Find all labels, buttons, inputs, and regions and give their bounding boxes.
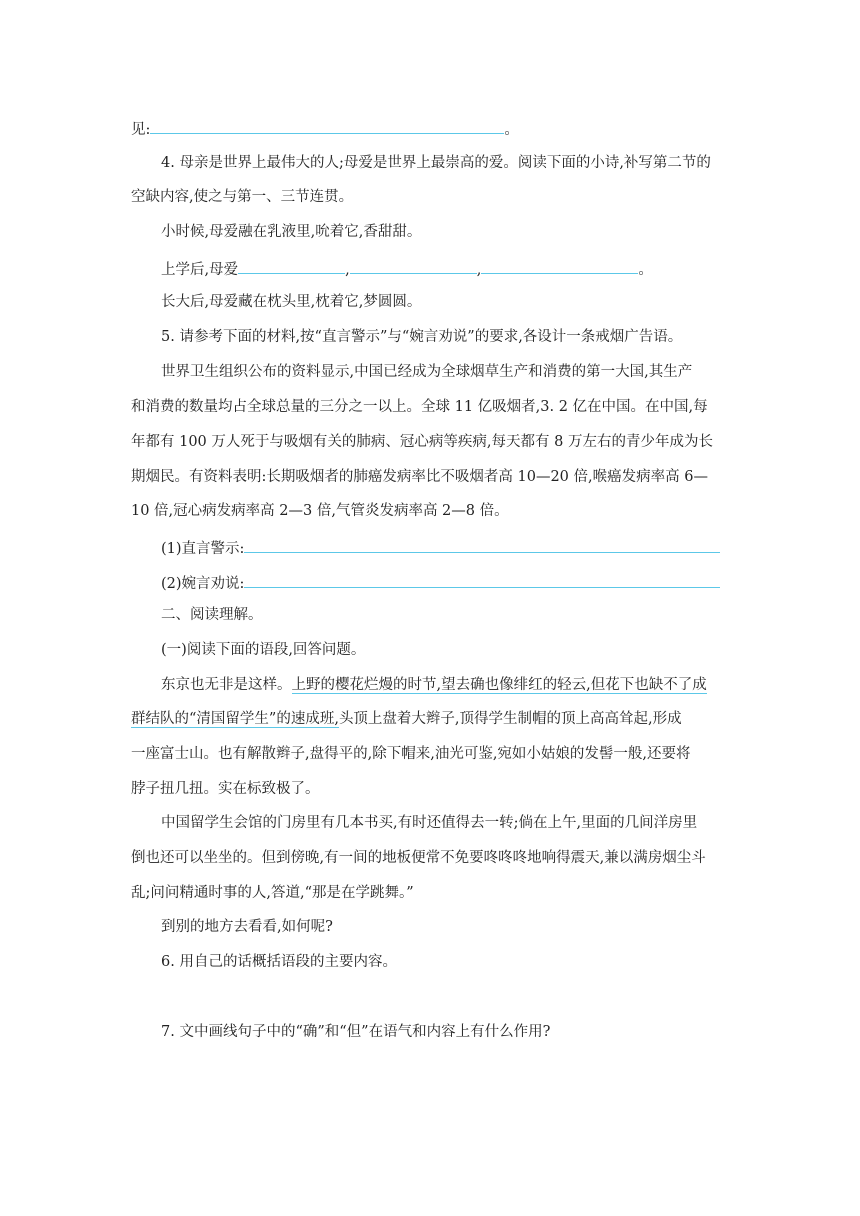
section-2-sub: (一)阅读下面的语段,回答问题。 <box>161 642 366 658</box>
q5-item-1 <box>161 536 731 559</box>
q5-item-2 <box>161 571 731 594</box>
passage-p1-line-1-plain: 东京也无非是这样。 <box>161 677 292 693</box>
q4-stem-1: 4. 母亲是世界上最伟大的人;母爱是世界上最崇高的爱。阅读下面的小诗,补写第二节的 <box>161 155 711 171</box>
passage-p2-line-2: 倒也还可以坐坐的。但到傍晚,有一间的地板便常不免要咚咚咚地响得震天,兼以满房烟尘斗 <box>131 850 706 866</box>
q3-answer-line <box>131 117 731 140</box>
q6-stem: 6. 用自己的话概括语段的主要内容。 <box>161 954 397 970</box>
passage-p1-line-3: 一座富士山。也有解散辫子,盘得平的,除下帽来,油光可鉴,宛如小姑娘的发髻一般,还要将 <box>131 746 691 762</box>
q5-material-1: 世界卫生组织公布的资料显示,中国已经成为全球烟草生产和消费的第一大国,其生产 <box>161 364 693 380</box>
q4-poem-2 <box>161 257 731 280</box>
q4-blank-1[interactable] <box>238 257 345 274</box>
q4-poem-1: 小时候,母爱融在乳液里,吮着它,香甜甜。 <box>161 224 422 240</box>
q3-suffix: 。 <box>504 122 519 138</box>
q5-item-2-label: (2)婉言劝说: <box>161 576 245 592</box>
q4-blank-2[interactable] <box>350 257 477 274</box>
underlined-sentence-1: 上野的樱花烂熳的时节,望去确也像绯红的轻云,但花下也缺不了成 <box>291 677 707 693</box>
q5-material-2: 和消费的数量均占全球总量的三分之一以上。全球 11 亿吸烟者,3. 2 亿在中国。在中国,每 <box>131 399 708 415</box>
q5-item-1-label: (1)直言警示: <box>161 541 245 557</box>
q5-stem: 5. 请参考下面的材料,按“直言警示”与“婉言劝说”的要求,各设计一条戒烟广告语。 <box>161 329 683 345</box>
passage-p2-line-3: 乱;问问精通时事的人,答道,“那是在学跳舞。” <box>131 885 414 901</box>
q4-poem-3: 长大后,母爱藏在枕头里,枕着它,梦圆圆。 <box>161 294 422 310</box>
passage-p3: 到别的地方去看看,如何呢? <box>161 919 333 935</box>
q5-material-3: 年都有 100 万人死于与吸烟有关的肺病、冠心病等疾病,每天都有 8 万左右的青少年成为长 <box>131 434 713 450</box>
q3-prefix: 见: <box>131 122 151 138</box>
passage-p1-line-1 <box>161 675 731 695</box>
q5-item-2-blank[interactable] <box>244 571 720 588</box>
q4-sep-1: , <box>345 262 350 278</box>
q4-sep-2: , <box>476 262 482 278</box>
section-2-heading: 二、阅读理解。 <box>161 607 263 623</box>
q5-material-5: 10 倍,冠心病发病率高 2—3 倍,气管炎发病率高 2—8 倍。 <box>131 503 509 519</box>
q5-material-4: 期烟民。有资料表明:长期吸烟者的肺癌发病率比不吸烟者高 10—20 倍,喉癌发病率高 6— <box>131 469 708 485</box>
q7-stem: 7. 文中画线句子中的“确”和“但”在语气和内容上有什么作用? <box>161 1024 551 1040</box>
passage-p2-line-1: 中国留学生会馆的门房里有几本书买,有时还值得去一转;倘在上午,里面的几间洋房里 <box>161 815 698 831</box>
q3-answer-blank[interactable] <box>150 117 504 134</box>
underlined-sentence-2: 群结队的“清国留学生”的速成班, <box>131 711 339 727</box>
q4-end: 。 <box>638 262 653 278</box>
q4-blank-3[interactable] <box>481 257 638 274</box>
q4-stem-2: 空缺内容,使之与第一、三节连贯。 <box>131 189 354 205</box>
q4-poem-2-prefix: 上学后,母爱 <box>161 262 239 278</box>
passage-p1-line-2 <box>131 709 731 729</box>
passage-p1-line-2-plain: 头顶上盘着大辫子,顶得学生制帽的顶上高高耸起,形成 <box>338 711 682 727</box>
q5-item-1-blank[interactable] <box>244 536 720 553</box>
passage-p1-line-4: 脖子扭几扭。实在标致极了。 <box>131 781 320 797</box>
